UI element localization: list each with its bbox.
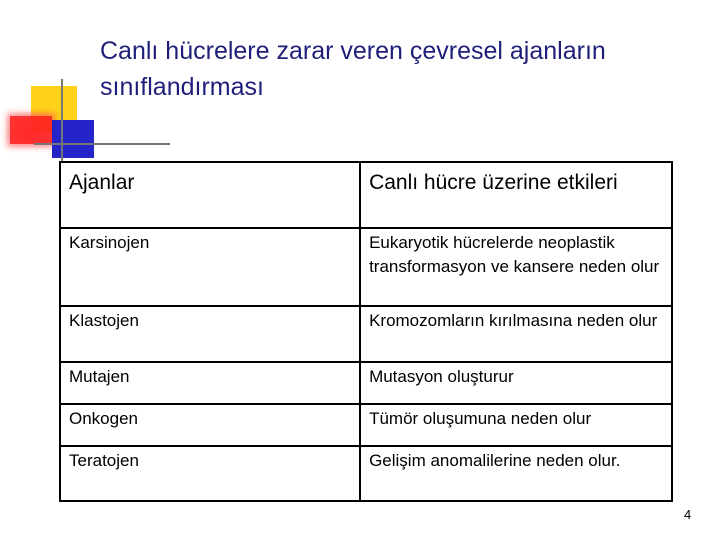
agent-cell: Onkogen [60,404,360,446]
agent-cell: Mutajen [60,362,360,404]
decor-horizontal-line [34,143,170,145]
slide-title: Canlı hücrelere zarar veren çevresel ajanların sınıflandırması [100,37,606,101]
table-row [60,228,672,306]
decor-red-square [10,116,52,144]
table-row [60,362,672,404]
decor-vertical-line [61,79,63,161]
effect-cell: Tümör oluşumuna neden olur [360,404,672,446]
effect-cell: Eukaryotik hücrelerde neoplastik transformasyon ve kansere neden olur [360,228,672,306]
effect-cell: Kromozomların kırılmasına neden olur [360,306,672,362]
decor-blue-square [52,120,94,158]
table-row [60,446,672,501]
agent-cell: Teratojen [60,446,360,501]
table-header-row [60,162,672,228]
page-number: 4 [684,507,692,522]
header-effects: Canlı hücre üzerine etkileri [360,162,672,228]
table-row [60,306,672,362]
agent-cell: Klastojen [60,306,360,362]
agents-table [59,161,673,502]
table-row [60,404,672,446]
effect-cell: Mutasyon oluşturur [360,362,672,404]
header-agents: Ajanlar [60,162,360,228]
agent-cell: Karsinojen [60,228,360,306]
effect-cell: Gelişim anomalilerine neden olur. [360,446,672,501]
